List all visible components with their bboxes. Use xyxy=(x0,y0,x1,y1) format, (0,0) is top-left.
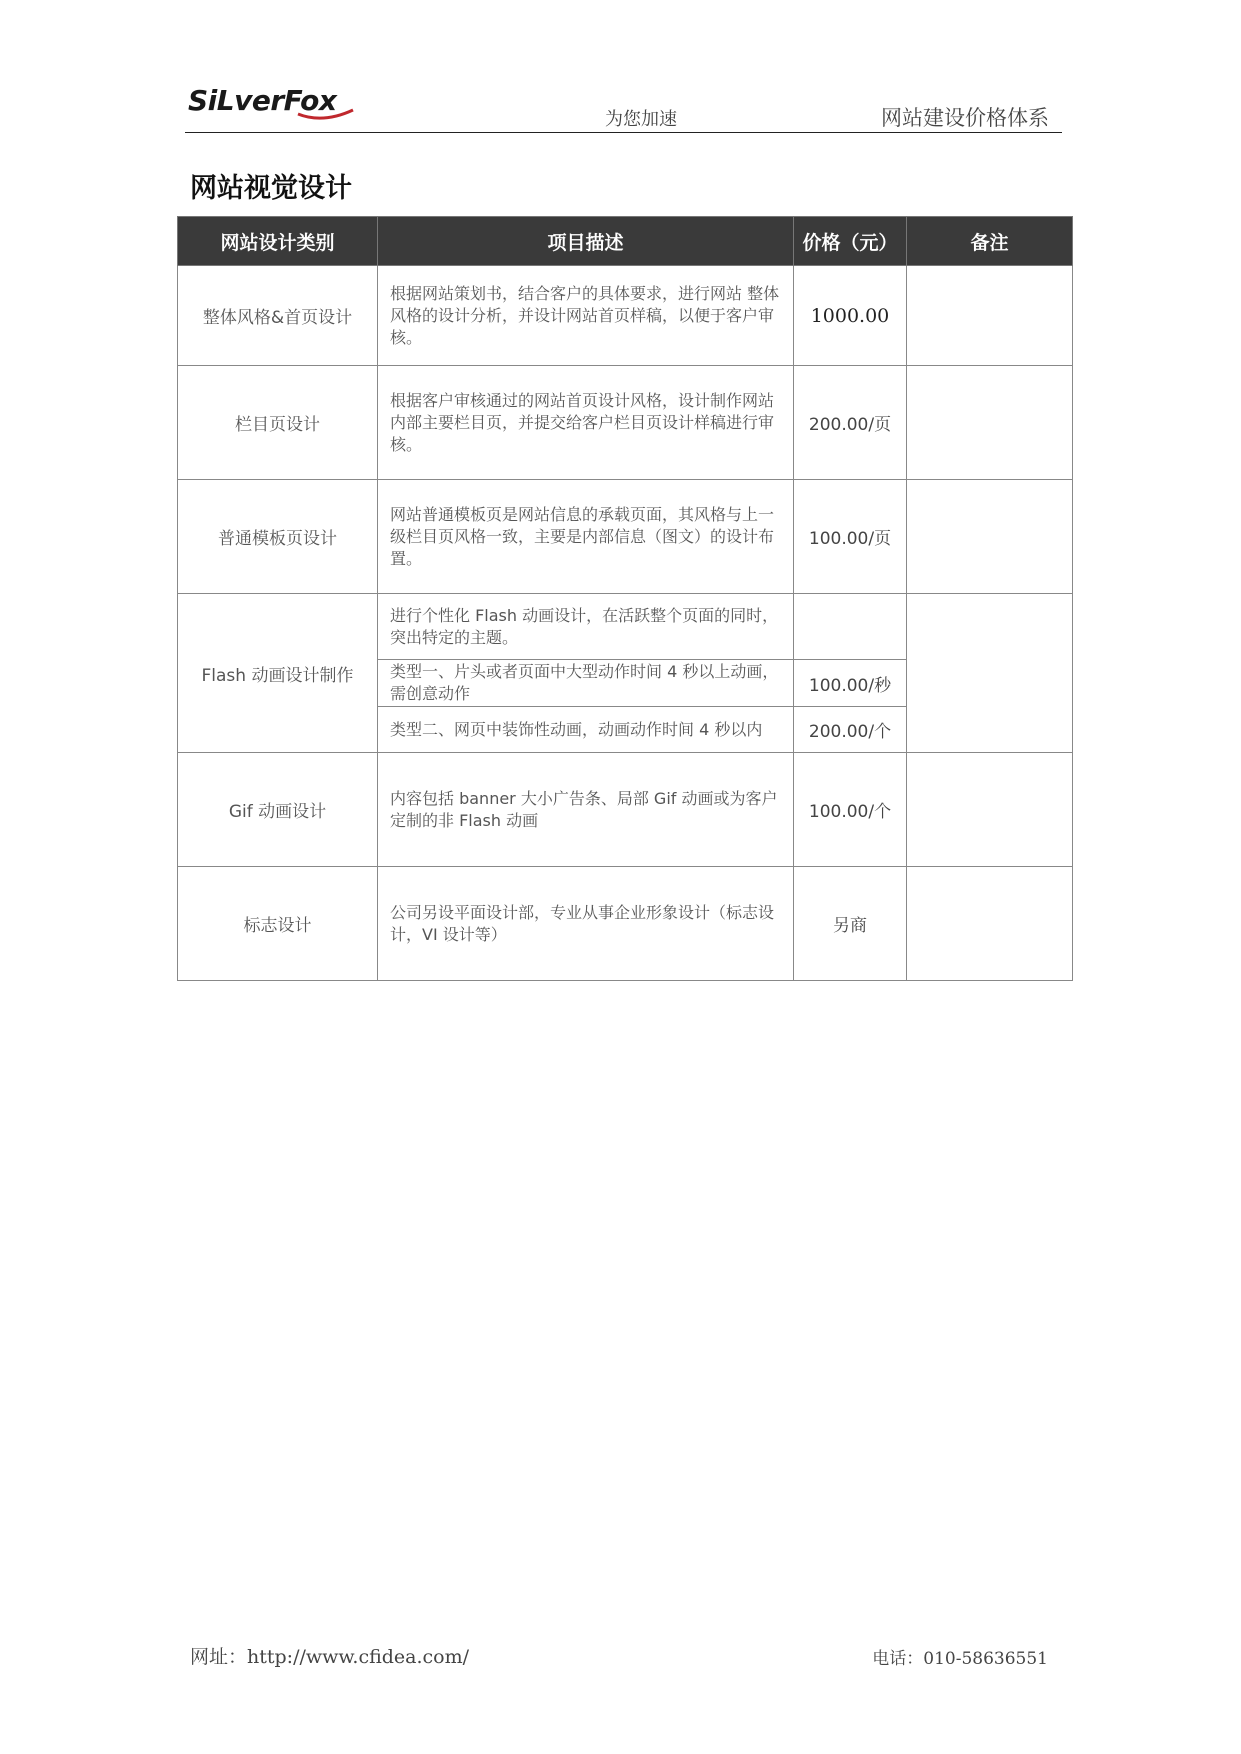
price-cell: 200.00/个 xyxy=(794,707,907,753)
note-cell xyxy=(907,753,1073,867)
table-header-row xyxy=(178,217,1073,266)
header-tagline: 为您加速 xyxy=(605,109,677,130)
column-header-description: 项目描述 xyxy=(378,217,794,266)
price-cell: 200.00/页 xyxy=(794,366,907,480)
price-cell xyxy=(794,594,907,660)
svg-text:SiLverFox: SiLverFox xyxy=(188,84,337,117)
footer-website-url: 网址：http://www.cfidea.com/ xyxy=(190,1646,470,1668)
description-cell: 根据网站策划书，结合客户的具体要求，进行网站 整体风格的设计分析，并设计网站首页样稿，以便于客户审核。 xyxy=(378,266,794,366)
price-cell: 另商 xyxy=(794,867,907,981)
column-header-price: 价格（元） xyxy=(794,217,907,266)
price-cell: 100.00/页 xyxy=(794,480,907,594)
description-cell: 类型一、片头或者页面中大型动作时间 4 秒以上动画，需创意动作 xyxy=(378,660,794,707)
category-cell: Flash 动画设计制作 xyxy=(178,594,378,753)
table-row xyxy=(178,594,1073,660)
description-cell: 进行个性化 Flash 动画设计，在活跃整个页面的同时，突出特定的主题。 xyxy=(378,594,794,660)
silverfox-logo xyxy=(188,80,358,130)
category-cell: Gif 动画设计 xyxy=(178,753,378,867)
price-cell: 100.00/秒 xyxy=(794,660,907,707)
price-cell: 1000.00 xyxy=(794,266,907,366)
section-title: 网站视觉设计 xyxy=(190,173,352,204)
description-cell: 网站普通模板页是网站信息的承载页面，其风格与上一级栏目页风格一致，主要是内部信息（图文）的设计布置。 xyxy=(378,480,794,594)
footer-phone: 电话：010-58636551 xyxy=(872,1649,1048,1669)
column-header-category: 网站设计类别 xyxy=(178,217,378,266)
table-row xyxy=(178,867,1073,981)
table-row xyxy=(178,366,1073,480)
price-cell: 100.00/个 xyxy=(794,753,907,867)
table-row xyxy=(178,266,1073,366)
category-cell: 栏目页设计 xyxy=(178,366,378,480)
description-cell: 根据客户审核通过的网站首页设计风格，设计制作网站内部主要栏目页，并提交给客户栏目页设计样稿进行审核。 xyxy=(378,366,794,480)
note-cell xyxy=(907,366,1073,480)
note-cell xyxy=(907,594,1073,753)
description-cell: 类型二、网页中装饰性动画，动画动作时间 4 秒以内 xyxy=(378,707,794,753)
category-cell: 普通模板页设计 xyxy=(178,480,378,594)
category-cell: 整体风格&首页设计 xyxy=(178,266,378,366)
column-header-note: 备注 xyxy=(907,217,1073,266)
price-table xyxy=(177,216,1073,981)
note-cell xyxy=(907,480,1073,594)
note-cell xyxy=(907,867,1073,981)
header-divider xyxy=(185,132,1062,133)
description-cell: 公司另设平面设计部，专业从事企业形象设计（标志设计，VI 设计等） xyxy=(378,867,794,981)
table-row xyxy=(178,753,1073,867)
note-cell xyxy=(907,266,1073,366)
table-row xyxy=(178,480,1073,594)
description-cell: 内容包括 banner 大小广告条、局部 Gif 动画或为客户定制的非 Flash 动画 xyxy=(378,753,794,867)
document-title: 网站建设价格体系 xyxy=(881,106,1049,130)
category-cell: 标志设计 xyxy=(178,867,378,981)
